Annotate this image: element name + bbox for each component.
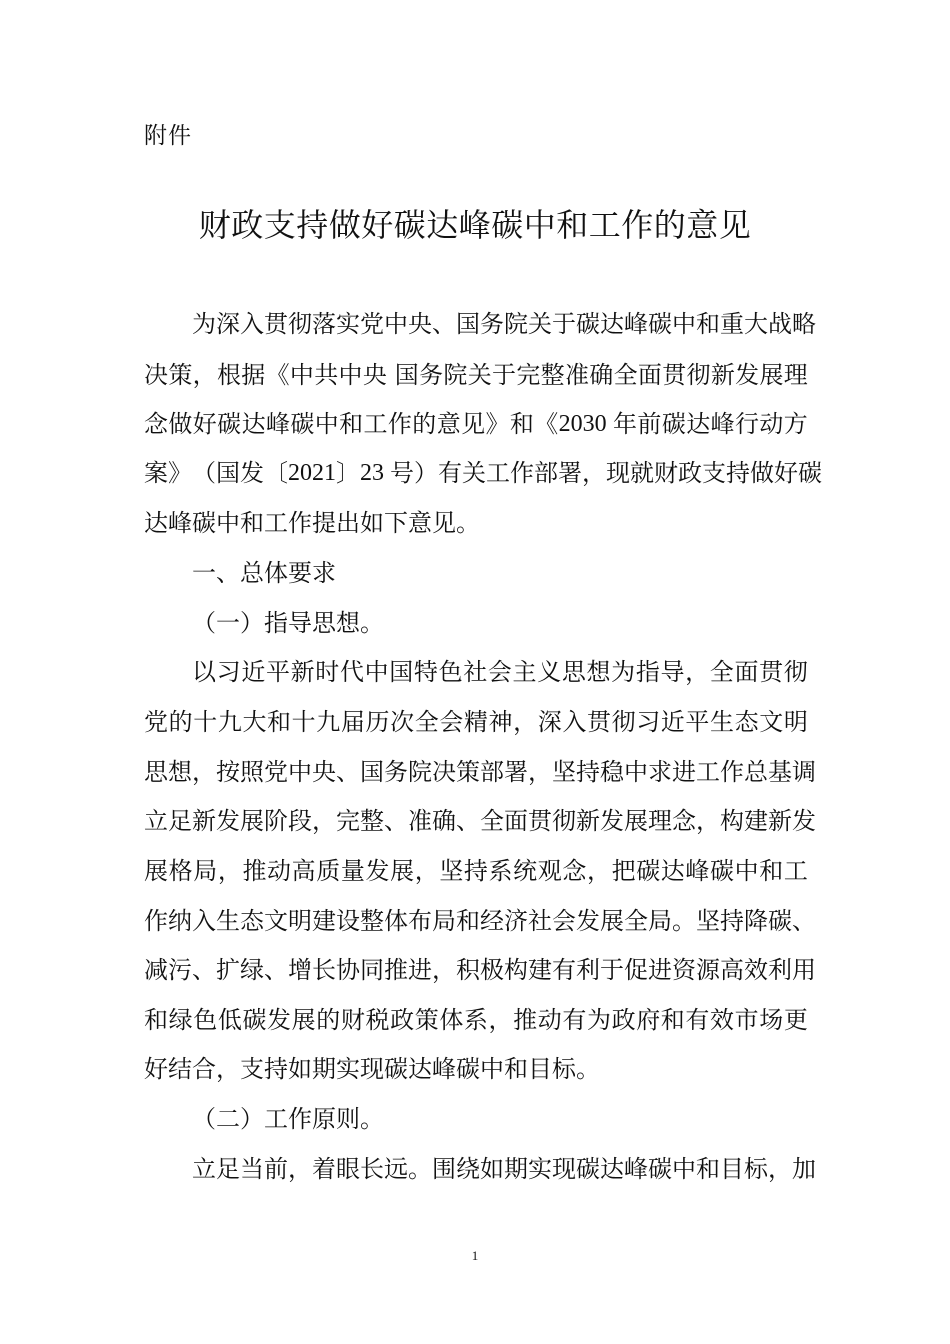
body-line: 决 策 ， 根 据 《 中 共 中 央 国 务 院 关 于 完 整 准 确 全 面 贯 彻 新 发 展 理 xyxy=(144,361,808,389)
document-title: 财政支持做好碳达峰碳中和工作的意见 xyxy=(198,206,752,244)
body-line: 念 做 好 碳 达 峰 碳 中 和 工 作 的 意 见 》 和 《 2030 年 前 碳 达 峰 行 动 方 xyxy=(144,410,808,438)
subsection-heading: （二）工作原则。 xyxy=(192,1105,384,1133)
body-line: 思 想 ， 按 照 党 中 央 、 国 务 院 决 策 部 署 ， 坚 持 稳 中 求 进 工 作 总 基 调 xyxy=(144,758,816,786)
body-line: 减 污 、 扩 绿 、 增 长 协 同 推 进 ， 积 极 构 建 有 利 于 促 进 资 源 高 效 利 用 xyxy=(144,956,816,984)
body-line: 作 纳 入 生 态 文 明 建 设 整 体 布 局 和 经 济 社 会 发 展 全 局 。 坚 持 降 碳 、 xyxy=(144,907,816,935)
subsection-heading: （一）指导思想。 xyxy=(192,609,384,637)
section-heading: 一、总体要求 xyxy=(192,559,336,587)
body-line: 以 习 近 平 新 时 代 中 国 特 色 社 会 主 义 思 想 为 指 导 ， 全 面 贯 彻 xyxy=(192,658,808,686)
page-number: 1 xyxy=(471,1248,479,1263)
attachment-label: 附件 xyxy=(144,123,192,149)
body-line: 和 绿 色 低 碳 发 展 的 财 税 政 策 体 系 ， 推 动 有 为 政 府 和 有 效 市 场 更 xyxy=(144,1006,808,1034)
body-line: 立 足 当 前 ， 着 眼 长 远 。 围 绕 如 期 实 现 碳 达 峰 碳 中 和 目 标 ， 加 xyxy=(192,1155,816,1183)
body-line: 为 深 入 贯 彻 落 实 党 中 央 、 国 务 院 关 于 碳 达 峰 碳 中 和 重 大 战 略 xyxy=(192,310,816,338)
body-line: 好结合，支持如期实现碳达峰碳中和目标。 xyxy=(144,1055,600,1083)
body-line: 案 》 （ 国 发 〔 2021 〕 23 号 ） 有 关 工 作 部 署 ， 现 就 财 政 支 持 做 好 碳 xyxy=(144,459,822,487)
body-line: 党 的 十 九 大 和 十 九 届 历 次 全 会 精 神 ， 深 入 贯 彻 习 近 平 生 态 文 明 xyxy=(144,708,808,736)
body-line: 立 足 新 发 展 阶 段 ， 完 整 、 准 确 、 全 面 贯 彻 新 发 展 理 念 ， 构 建 新 发 xyxy=(144,807,816,835)
body-line: 展 格 局 ， 推 动 高 质 量 发 展 ， 坚 持 系 统 观 念 ， 把 碳 达 峰 碳 中 和 工 xyxy=(144,857,808,885)
body-line: 达峰碳中和工作提出如下意见。 xyxy=(144,509,480,537)
